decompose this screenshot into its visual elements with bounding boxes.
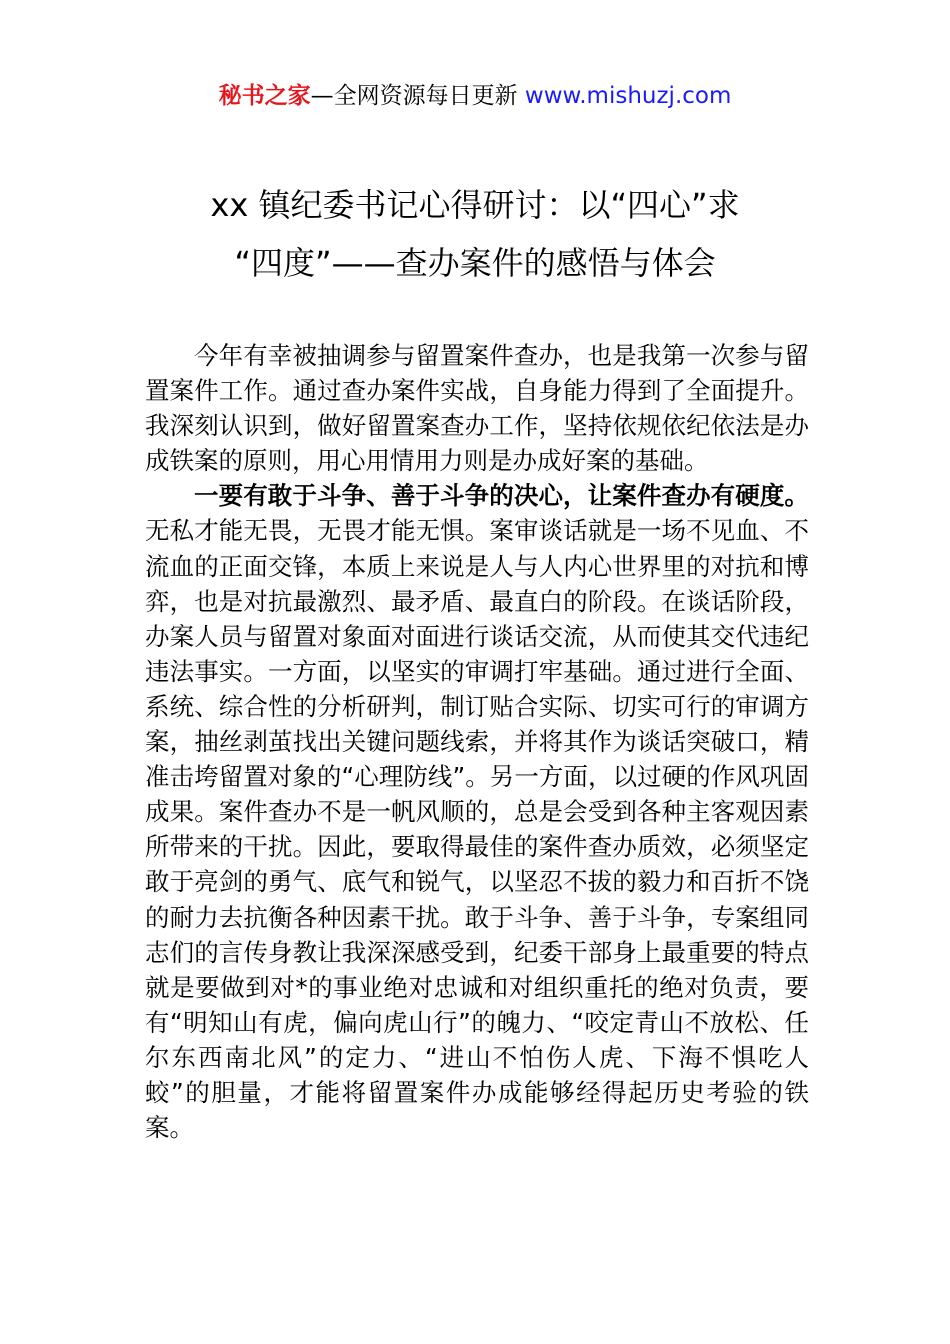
- paragraph-point-one: [145, 478, 809, 1145]
- document-body: [145, 338, 809, 1145]
- document-title: [140, 176, 810, 292]
- paragraph-text: 无私才能无畏，无畏才能无惧。案审谈话就是一场不见血、不流血的正面交锋，本质上来说是人与人内心世界里的对抗和博弈，也是对抗最激烈、最矛盾、最直白的阶段。在谈话阶段，办案人员与留置对象面对面进行谈话交流，从而使其交代违纪违法事实。一方面，以坚实的审调打牢基础。通过进行全面、系统、综合性的分析研判，制订贴合实际、切实可行的审调方案，抽丝剥茧找出关键问题线索，并将其作为谈话突破口，精准击垮留置对象的“心理防线”。另一方面，以过硬的作风巩固成果。案件查办不是一帆风顺的，总是会受到各种主客观因素所带来的干扰。因此，要取得最佳的案件查办质效，必须坚定敢于亮剑的勇气、底气和锐气，以坚忍不拔的毅力和百折不饶的耐力去抗衡各种因素干扰。敢于斗争、善于斗争，专案组同志们的言传身教让我深深感受到，纪委干部身上最重要的特点就是要做到对*的事业绝对忠诚和对组织重托的绝对负责，要有“明知山有虎，偏向虎山行”的魄力、“咬定青山不放松、任尔东西南北风”的定力、“进山不怕伤人虎、下海不惧吃人蛟”的胆量，才能将留置案件办成能够经得起历史考验的铁案。: [145, 516, 809, 1143]
- paragraph-intro: [145, 338, 809, 478]
- paragraph-text: 今年有幸被抽调参与留置案件查办，也是我第一次参与留置案件工作。通过查办案件实战，自身能力得到了全面提升。我深刻认识到，做好留置案查办工作，坚持依规依纪依法是办成铁案的原则，用心用情用力则是办成好案的基础。: [145, 341, 809, 476]
- brand-name: 秘书之家: [218, 83, 311, 109]
- paragraph-lead: 一要有敢于斗争、善于斗争的决心，让案件查办有硬度。: [194, 481, 809, 511]
- title-line-1: xx 镇纪委书记心得研讨：以“四心”求: [210, 186, 740, 224]
- header-tagline: —全网资源每日更新: [310, 83, 525, 109]
- site-url-link[interactable]: www.mishuzj.com: [524, 83, 732, 109]
- site-header: [0, 80, 950, 112]
- title-line-2: “四度”——查办案件的感悟与体会: [234, 244, 716, 282]
